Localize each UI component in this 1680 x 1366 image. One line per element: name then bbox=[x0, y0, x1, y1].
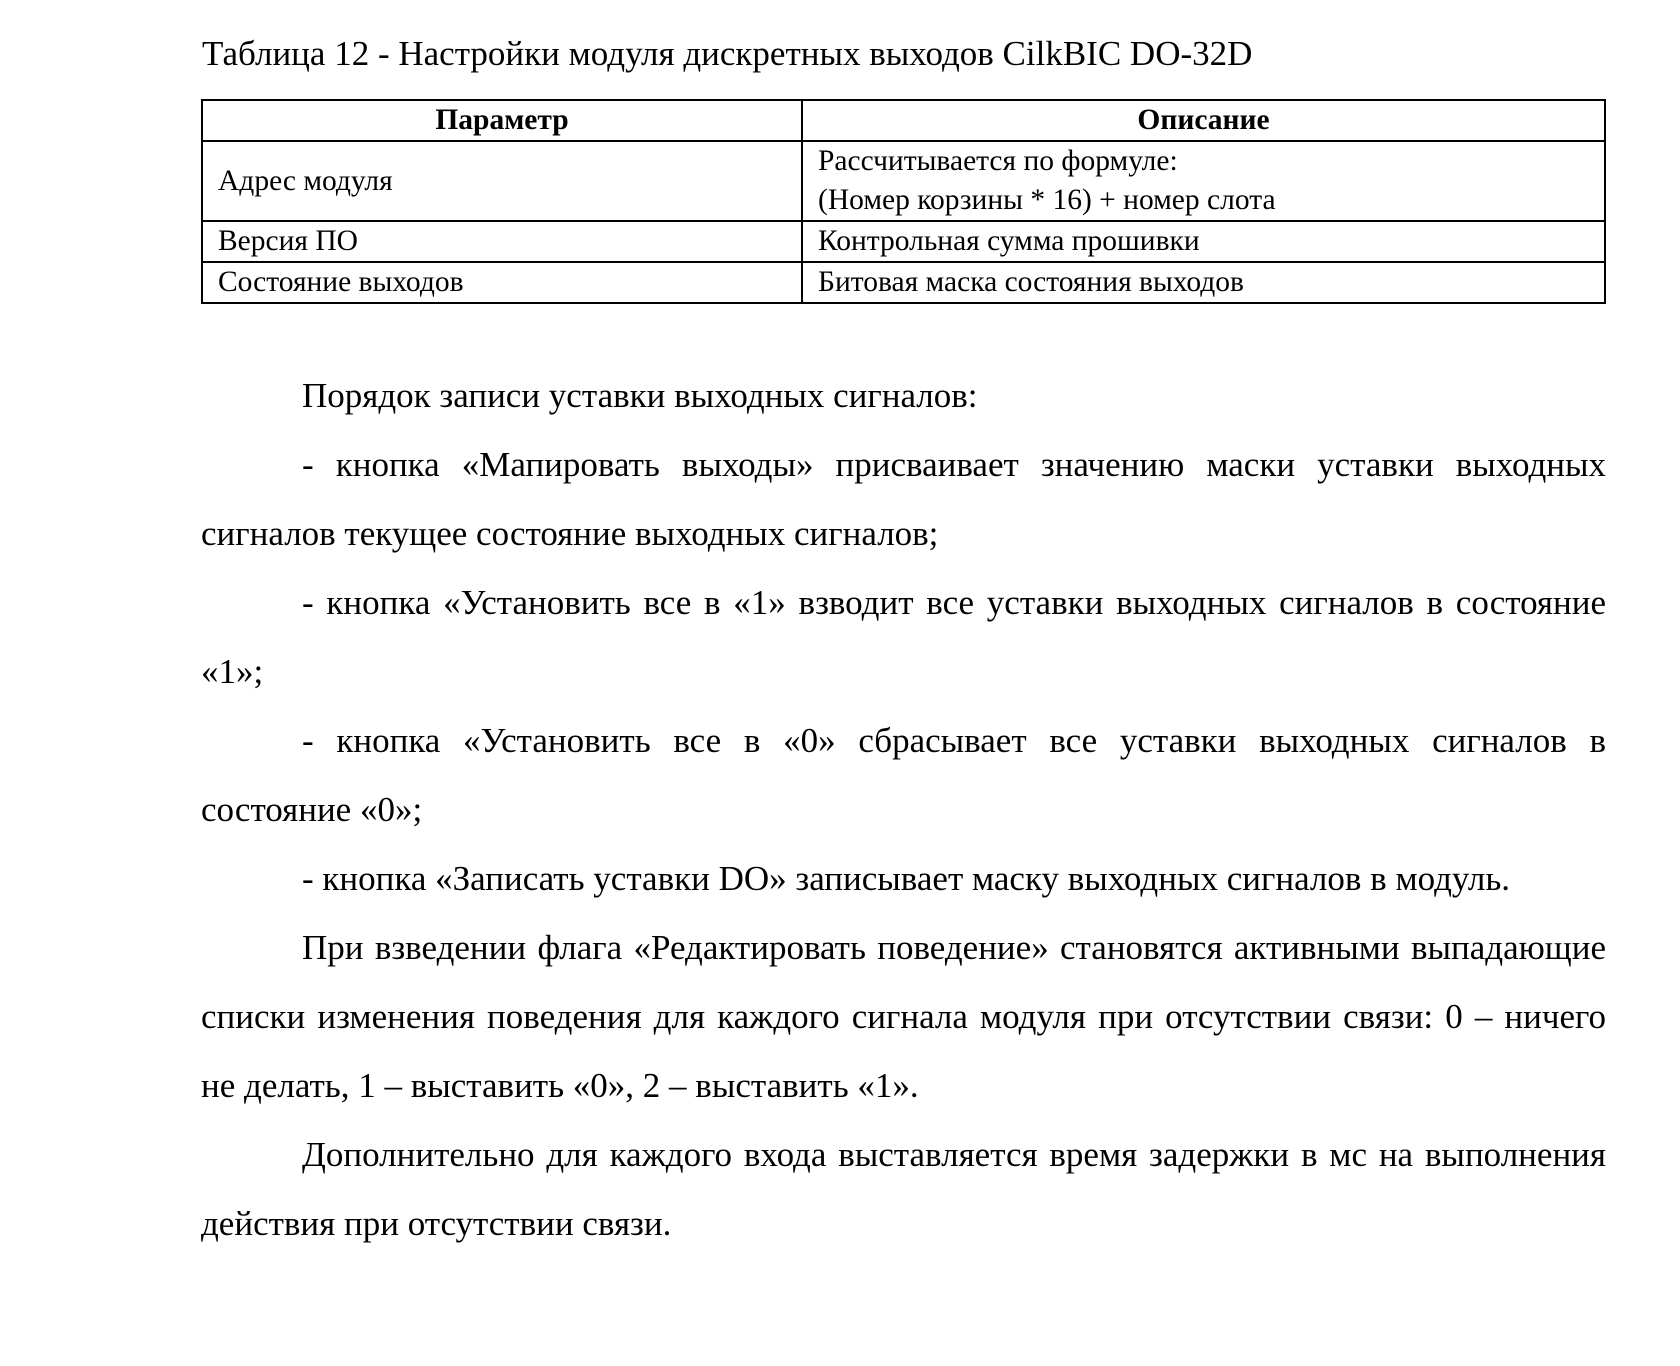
paragraph-write-do: - кнопка «Записать уставки DO» записывает маску выходных сигналов в модуль. bbox=[302, 859, 1511, 898]
cell-description bbox=[802, 221, 1605, 262]
paragraph-edit-behavior: При взведении флага «Редактировать поведение» становятся активными выпадающие списки изменения поведения для каждого сигнала модуля при отсутствии связи: 0 – ничего не делать, 1 – выставить «0», 2 – выставить «1». bbox=[201, 928, 1606, 1105]
table-caption: Таблица 12 - Настройки модуля дискретных выходов CilkBIC DO-32D bbox=[202, 34, 1253, 73]
table-row bbox=[202, 221, 1605, 262]
description-line: (Номер корзины * 16) + номер слота bbox=[818, 184, 1276, 216]
cell-description bbox=[802, 141, 1605, 221]
cell-description bbox=[802, 262, 1605, 303]
document-body bbox=[201, 361, 1606, 1258]
table-row bbox=[202, 262, 1605, 303]
paragraph-set-all-0: - кнопка «Установить все в «0» сбрасывает все уставки выходных сигналов в состояние «0»; bbox=[201, 721, 1606, 829]
cell-parameter: Версия ПО bbox=[202, 221, 802, 262]
paragraph-delay: Дополнительно для каждого входа выставляется время задержки в мс на выполнения действия при отсутствии связи. bbox=[201, 1135, 1606, 1243]
cell-parameter: Состояние выходов bbox=[202, 262, 802, 303]
parameters-table bbox=[201, 99, 1606, 304]
paragraph-set-all-1: - кнопка «Установить все в «1» взводит все уставки выходных сигналов в состояние «1»; bbox=[201, 583, 1606, 691]
paragraph-intro: Порядок записи уставки выходных сигналов: bbox=[302, 376, 978, 415]
cell-parameter: Адрес модуля bbox=[202, 141, 802, 221]
header-parameter: Параметр bbox=[202, 100, 802, 141]
header-description: Описание bbox=[802, 100, 1605, 141]
description-line: Битовая маска состояния выходов bbox=[818, 266, 1244, 298]
table-row bbox=[202, 141, 1605, 221]
description-line: Рассчитывается по формуле: bbox=[818, 145, 1178, 177]
description-line: Контрольная сумма прошивки bbox=[818, 225, 1200, 257]
paragraph-map-outputs: - кнопка «Мапировать выходы» присваивает значению маски уставки выходных сигналов текущее состояние выходных сигналов; bbox=[201, 445, 1606, 553]
table-header-row bbox=[202, 100, 1605, 141]
